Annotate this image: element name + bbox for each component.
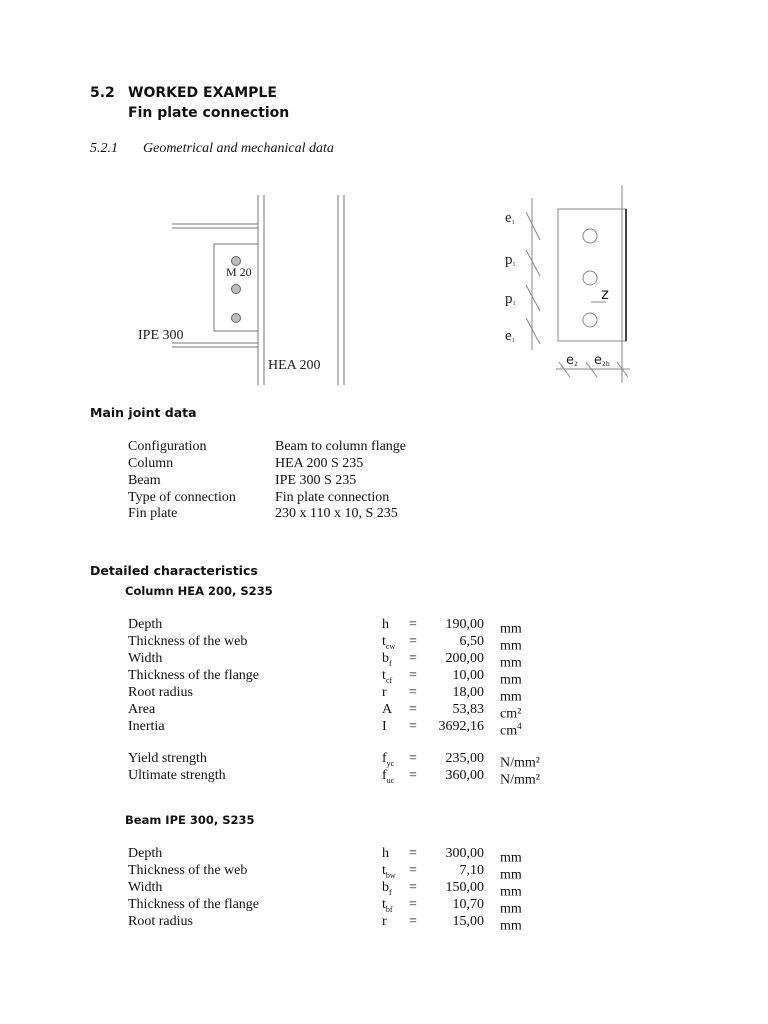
e1-bottom-sub: 1 bbox=[511, 338, 515, 344]
p1-a-label: p bbox=[505, 252, 513, 268]
bolt-label: M 20 bbox=[226, 265, 252, 279]
property-symbol: A bbox=[382, 702, 393, 717]
row-label: Column bbox=[128, 456, 174, 471]
right-plate-drawing bbox=[526, 185, 630, 383]
table-row bbox=[0, 489, 768, 506]
property-symbol: $t_{bf}$ bbox=[382, 897, 393, 914]
property-value: 235,00 bbox=[445, 751, 484, 766]
equals-sign: = bbox=[409, 634, 417, 649]
property-value: 3692,16 bbox=[438, 719, 484, 734]
section-subtitle: Fin plate connection bbox=[128, 105, 290, 121]
left-connection-drawing bbox=[172, 195, 344, 385]
property-label: Ultimate strength bbox=[128, 768, 226, 783]
property-row bbox=[0, 750, 768, 771]
property-label: Width bbox=[128, 880, 163, 895]
property-unit: mm bbox=[500, 901, 522, 917]
row-label: Fin plate bbox=[128, 506, 178, 521]
property-value: 150,00 bbox=[445, 880, 484, 895]
equals-sign: = bbox=[409, 668, 417, 683]
property-value: 15,00 bbox=[452, 914, 484, 929]
section-title: WORKED EXAMPLE bbox=[128, 85, 277, 101]
property-label: Yield strength bbox=[128, 751, 207, 766]
property-unit: N/mm² bbox=[500, 772, 540, 788]
column-group-title: Column HEA 200, S235 bbox=[125, 584, 273, 598]
property-symbol: r bbox=[382, 914, 387, 929]
property-label: Inertia bbox=[128, 719, 165, 734]
property-value: 6,50 bbox=[459, 634, 484, 649]
property-symbol: $t_{cw}$ bbox=[382, 634, 396, 651]
property-label: Area bbox=[128, 702, 156, 717]
property-label: Root radius bbox=[128, 914, 193, 929]
row-label: Configuration bbox=[128, 439, 207, 454]
e1-bottom-label: e bbox=[505, 328, 512, 344]
property-row bbox=[0, 616, 768, 637]
table-row bbox=[0, 438, 768, 455]
property-value: 190,00 bbox=[445, 617, 484, 632]
equals-sign: = bbox=[409, 617, 417, 632]
property-value: 53,83 bbox=[452, 702, 484, 717]
e2-sub: 2 bbox=[574, 361, 578, 368]
equals-sign: = bbox=[409, 719, 417, 734]
property-unit: mm bbox=[500, 621, 522, 637]
property-row bbox=[0, 650, 768, 671]
property-symbol: h bbox=[382, 846, 389, 861]
main-joint-title: Main joint data bbox=[90, 405, 197, 420]
property-row bbox=[0, 667, 768, 688]
property-label: Thickness of the flange bbox=[128, 668, 260, 683]
property-symbol: I bbox=[382, 719, 387, 734]
property-unit: mm bbox=[500, 689, 522, 705]
property-label: Root radius bbox=[128, 685, 193, 700]
detailed-title: Detailed characteristics bbox=[90, 563, 258, 578]
property-symbol: $t_{cf}$ bbox=[382, 668, 393, 685]
e1-top-label: e bbox=[505, 210, 512, 226]
table-row bbox=[0, 455, 768, 472]
equals-sign: = bbox=[409, 768, 417, 783]
e2-label: e bbox=[566, 353, 574, 368]
property-row bbox=[0, 879, 768, 900]
row-value: Beam to column flange bbox=[275, 439, 407, 454]
property-unit: cm² bbox=[500, 706, 522, 722]
equals-sign: = bbox=[409, 863, 417, 878]
row-value: IPE 300 S 235 bbox=[275, 473, 357, 488]
e2b-label: e bbox=[594, 353, 602, 368]
property-unit: $cm^4$ bbox=[500, 721, 522, 739]
p1-b-sub: 1 bbox=[512, 301, 516, 307]
property-row bbox=[0, 896, 768, 917]
property-row bbox=[0, 862, 768, 883]
svg-text:e2b bbox=[594, 353, 610, 368]
property-value: 18,00 bbox=[452, 685, 484, 700]
equals-sign: = bbox=[409, 702, 417, 717]
e1-top-sub: 1 bbox=[511, 220, 515, 226]
property-label: Thickness of the web bbox=[128, 863, 248, 878]
property-row bbox=[0, 845, 768, 866]
column-label: HEA 200 bbox=[268, 358, 321, 373]
svg-text:e1 bbox=[505, 328, 515, 344]
p1-a-sub: 1 bbox=[512, 262, 516, 268]
equals-sign: = bbox=[409, 897, 417, 912]
property-symbol: h bbox=[382, 617, 389, 632]
property-label: Depth bbox=[128, 617, 163, 632]
property-row bbox=[0, 913, 768, 934]
property-unit: mm bbox=[500, 918, 522, 934]
property-unit: mm bbox=[500, 884, 522, 900]
property-symbol: r bbox=[382, 685, 387, 700]
beam-group-title: Beam IPE 300, S235 bbox=[125, 813, 255, 827]
equals-sign: = bbox=[409, 751, 417, 766]
property-row bbox=[0, 701, 768, 722]
row-value: Fin plate connection bbox=[275, 490, 390, 505]
svg-text:e2 bbox=[566, 353, 578, 368]
equals-sign: = bbox=[409, 880, 417, 895]
property-label: Depth bbox=[128, 846, 163, 861]
property-row bbox=[0, 767, 768, 788]
property-label: Thickness of the web bbox=[128, 634, 248, 649]
property-label: Width bbox=[128, 651, 163, 666]
property-symbol: $b_f$ bbox=[382, 651, 392, 668]
property-unit: mm bbox=[500, 867, 522, 883]
property-symbol: $f_{uc}$ bbox=[382, 768, 395, 785]
row-value: HEA 200 S 235 bbox=[275, 456, 364, 471]
property-unit: mm bbox=[500, 655, 522, 671]
subsection-number: 5.2.1 bbox=[90, 141, 118, 156]
p1-b-label: p bbox=[505, 291, 513, 307]
property-unit: mm bbox=[500, 638, 522, 654]
connection-figure bbox=[0, 0, 768, 400]
property-value: 360,00 bbox=[445, 768, 484, 783]
z-label: z bbox=[601, 285, 609, 303]
row-label: Beam bbox=[128, 473, 161, 488]
property-unit: N/mm² bbox=[500, 755, 540, 771]
property-symbol: $b_f$ bbox=[382, 880, 392, 897]
table-row bbox=[0, 472, 768, 489]
property-value: 10,70 bbox=[452, 897, 484, 912]
beam-label: IPE 300 bbox=[138, 328, 184, 343]
subsection-title: Geometrical and mechanical data bbox=[143, 141, 334, 156]
property-symbol: $f_{yc}$ bbox=[382, 751, 395, 768]
property-unit: mm bbox=[500, 850, 522, 866]
svg-text:p1 bbox=[505, 252, 516, 268]
property-unit: mm bbox=[500, 672, 522, 688]
svg-text:e1 bbox=[505, 210, 515, 226]
e2b-sub: 2b bbox=[602, 361, 610, 368]
property-value: 7,10 bbox=[459, 863, 484, 878]
equals-sign: = bbox=[409, 914, 417, 929]
property-value: 10,00 bbox=[452, 668, 484, 683]
section-number: 5.2 bbox=[90, 85, 115, 101]
table-row bbox=[0, 505, 768, 522]
property-symbol: $t_{bw}$ bbox=[382, 863, 396, 880]
row-value: 230 x 110 x 10, S 235 bbox=[275, 506, 398, 521]
property-row bbox=[0, 718, 768, 739]
property-value: 300,00 bbox=[445, 846, 484, 861]
property-row bbox=[0, 684, 768, 705]
row-label: Type of connection bbox=[128, 490, 236, 505]
equals-sign: = bbox=[409, 846, 417, 861]
equals-sign: = bbox=[409, 685, 417, 700]
property-label: Thickness of the flange bbox=[128, 897, 260, 912]
property-row bbox=[0, 633, 768, 654]
equals-sign: = bbox=[409, 651, 417, 666]
svg-text:p1 bbox=[505, 291, 516, 307]
property-value: 200,00 bbox=[445, 651, 484, 666]
